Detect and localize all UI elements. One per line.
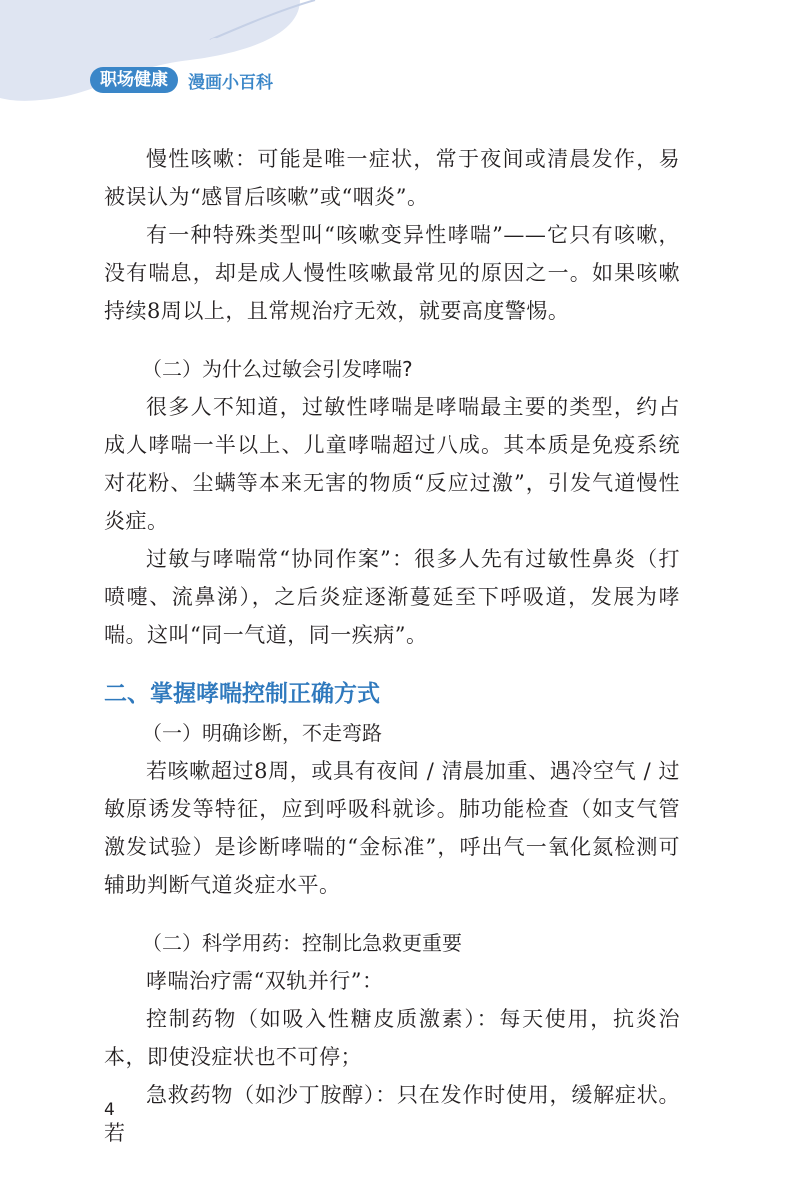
paragraph: 过敏与哮喘常“协同作案”：很多人先有过敏性鼻炎（打喷嚏、流鼻涕），之后炎症逐渐蔓延至下呼吸道，发展为哮喘。这叫“同一气道，同一疾病”。 [104,547,680,647]
subsection-heading: （一）明确诊断，不走弯路 [142,721,382,745]
paragraph: 慢性咳嗽：可能是唯一症状，常于夜间或清晨发作，易被误认为“感冒后咳嗽”或“咽炎”。 [104,147,680,209]
paragraph: 有一种特殊类型叫“咳嗽变异性哮喘”——它只有咳嗽，没有喘息，却是成人慢性咳嗽最常见的原因之一。如果咳嗽持续8周以上，且常规治疗无效，就要高度警惕。 [104,223,680,323]
paragraph: 控制药物（如吸入性糖皮质激素）：每天使用，抗炎治本，即使没症状也不可停； [104,1007,680,1069]
paragraph: 哮喘治疗需“双轨并行”： [146,969,384,993]
paragraph: 很多人不知道，过敏性哮喘是哮喘最主要的类型，约占成人哮喘一半以上、儿童哮喘超过八成。其本质是免疫系统对花粉、尘螨等本来无害的物质“反应过激”，引发气道慢性炎症。 [104,395,680,533]
book-title: 漫画小百科 [188,72,273,93]
series-label-badge: 职场健康 [90,67,178,93]
page-number: 4 [104,1100,115,1120]
section-heading: 二、掌握哮喘控制正确方式 [104,681,380,707]
header-tag [90,66,273,94]
page-body [104,140,680,1152]
header-decoration [0,0,790,130]
subsection-heading: （二）科学用药：控制比急救更重要 [142,931,462,955]
paragraph: 若咳嗽超过8周，或具有夜间 / 清晨加重、遇冷空气 / 过敏原诱发等特征，应到呼吸科就诊。肺功能检查（如支气管激发试验）是诊断哮喘的“金标准”，呼出气一氧化氮检测可辅助判断气道炎症水平。 [104,759,680,897]
subsection-heading: （二）为什么过敏会引发哮喘? [142,357,413,381]
paragraph: 急救药物（如沙丁胺醇）：只在发作时使用，缓解症状。若 [104,1083,680,1145]
decorative-dot [208,38,222,52]
